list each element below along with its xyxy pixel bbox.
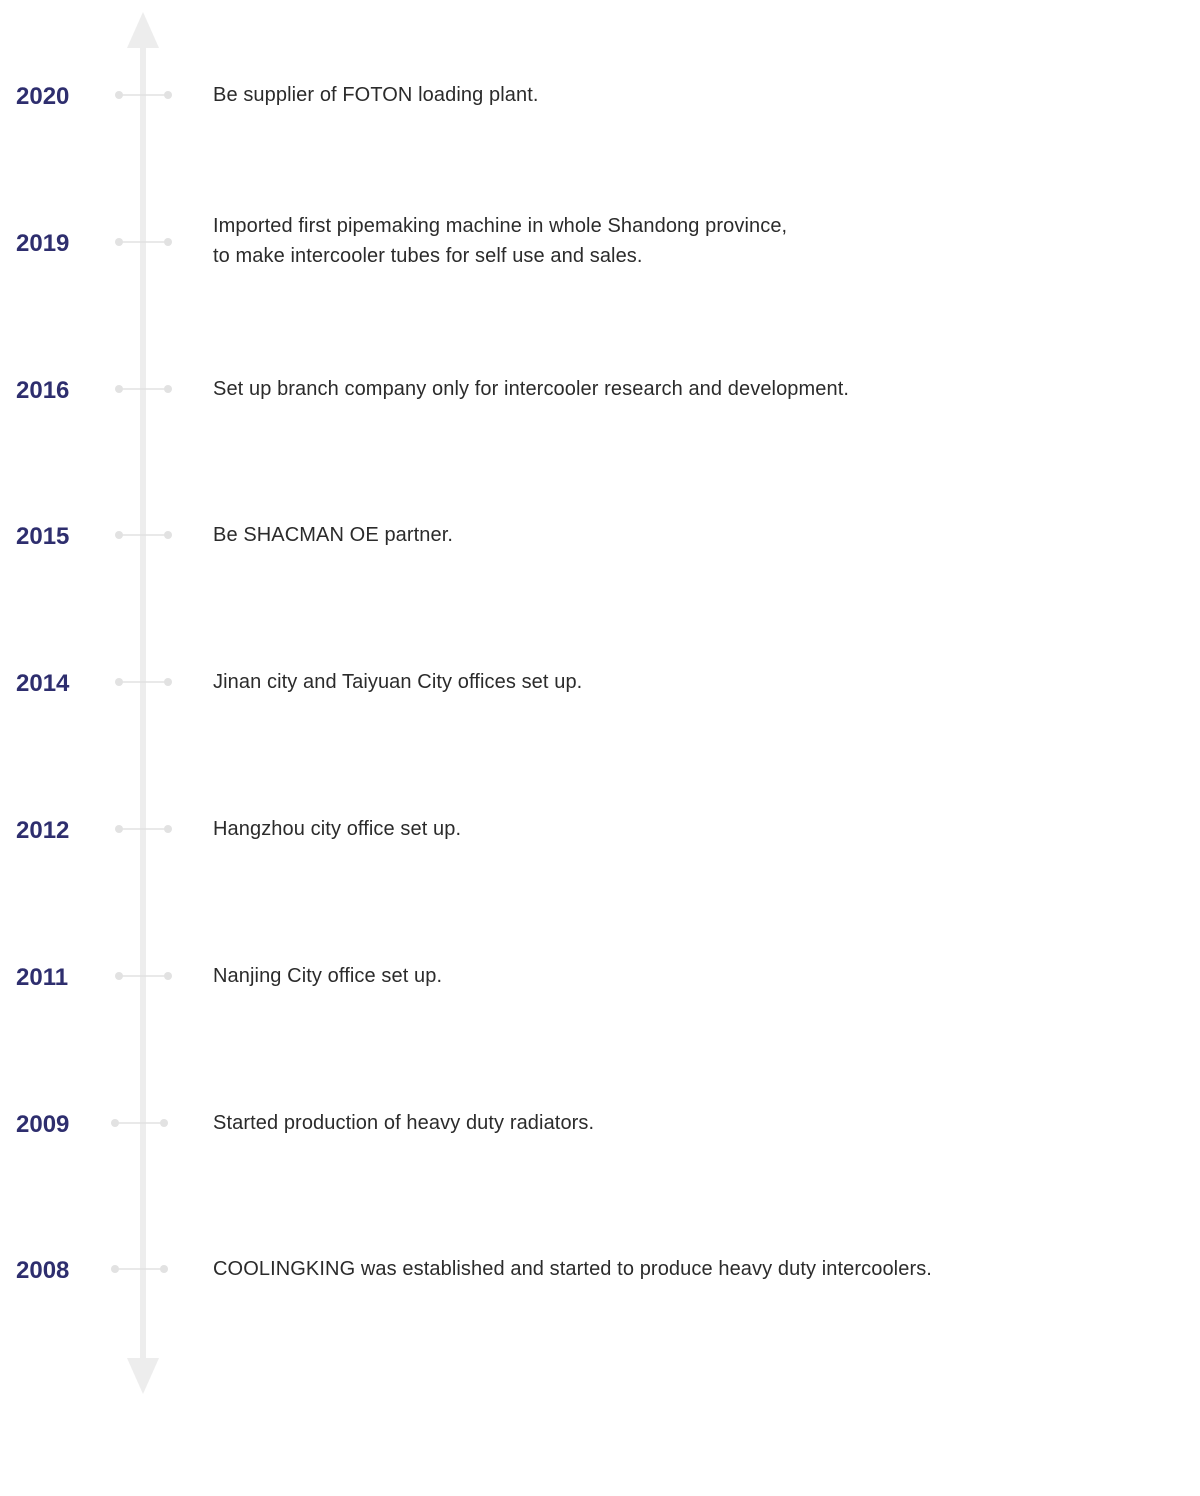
timeline-event-description — [213, 520, 1153, 550]
timeline-dot-icon — [115, 385, 123, 393]
timeline-dot-icon — [164, 678, 172, 686]
timeline-connector — [111, 1265, 168, 1273]
timeline-dot-icon — [115, 91, 123, 99]
timeline-dot-icon — [115, 531, 123, 539]
timeline-event-description — [213, 1108, 1153, 1138]
timeline-event-text-line: Nanjing City office set up. — [213, 965, 443, 987]
timeline-year: 2012 — [16, 817, 70, 844]
timeline-event-description — [213, 814, 1153, 844]
timeline-event-text-line: Hangzhou city office set up. — [213, 818, 462, 840]
timeline-event-description — [213, 374, 1153, 404]
timeline-dot-icon — [164, 385, 172, 393]
timeline-event-text-line: to make intercooler tubes for self use and sales. — [213, 245, 643, 267]
timeline-year: 2019 — [16, 230, 70, 257]
timeline-dot-icon — [160, 1119, 168, 1127]
timeline-event-description — [213, 80, 1153, 110]
timeline-event-description — [213, 211, 1153, 271]
timeline-event-text-line: COOLINGKING was established and started to produce heavy duty intercoolers. — [213, 1258, 932, 1280]
timeline-year: 2014 — [16, 670, 70, 697]
timeline-dot-icon — [115, 238, 123, 246]
timeline-dot-icon — [115, 972, 123, 980]
timeline-year: 2008 — [16, 1257, 70, 1284]
timeline-event-text-line: Started production of heavy duty radiators. — [213, 1112, 595, 1134]
timeline-event-description — [213, 961, 1153, 991]
timeline-event-text-line: Set up branch company only for intercooler research and development. — [213, 378, 850, 400]
timeline-dot-icon — [164, 238, 172, 246]
timeline-dot-icon — [164, 972, 172, 980]
timeline-year: 2020 — [16, 83, 70, 110]
timeline-dot-icon — [164, 531, 172, 539]
timeline-year: 2015 — [16, 523, 70, 550]
timeline-event-text-line: Imported first pipemaking machine in whole Shandong province, — [213, 215, 788, 237]
axis-arrow-up-icon — [127, 12, 159, 48]
timeline-event-description — [213, 1254, 1153, 1284]
timeline-dot-icon — [115, 825, 123, 833]
timeline-event-text-line: Jinan city and Taiyuan City offices set up. — [213, 671, 583, 693]
timeline-dot-icon — [111, 1119, 119, 1127]
timeline-event-text-line: Be supplier of FOTON loading plant. — [213, 84, 539, 106]
timeline-year: 2016 — [16, 377, 70, 404]
timeline-dot-icon — [111, 1265, 119, 1273]
timeline-year: 2009 — [16, 1111, 70, 1138]
timeline-dot-icon — [160, 1265, 168, 1273]
timeline-event-description — [213, 667, 1153, 697]
timeline-dot-icon — [164, 825, 172, 833]
timeline-connector — [111, 1119, 168, 1127]
axis-arrow-down-icon — [127, 1358, 159, 1394]
timeline-year: 2011 — [16, 964, 69, 991]
timeline-dot-icon — [164, 91, 172, 99]
timeline-dot-icon — [115, 678, 123, 686]
timeline-event-text-line: Be SHACMAN OE partner. — [213, 524, 454, 546]
